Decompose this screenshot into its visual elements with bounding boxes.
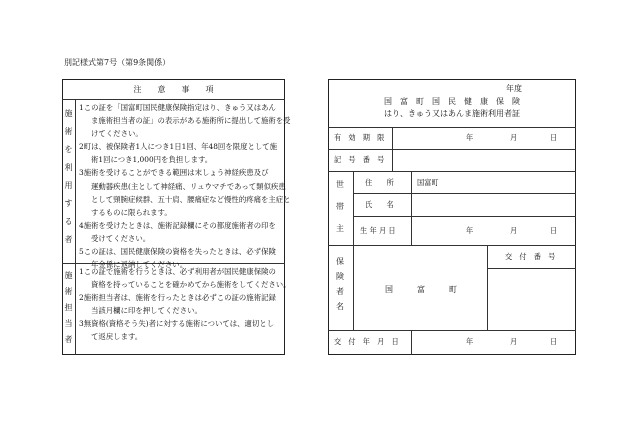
label-char: 主 [336,224,344,233]
section-provider-items [79,265,291,344]
label-char: 者 [64,335,73,344]
label-char: 施 [64,109,73,118]
label-char: を [64,145,73,154]
col-divider [411,330,412,355]
row-divider [328,149,576,150]
section-provider-label [62,272,75,344]
note-item: 3施術を受けることができる範囲は末しょう神経疾患及び [79,168,269,178]
note-line: 運動器疾患(主として神経痛、リュウマチであって類似疾患 [91,181,286,191]
note-line: 資格を持っていることを確かめてから施術をしてください。 [91,280,291,290]
label-char: 名 [336,302,344,311]
notes-header: 注 意 事 項 [133,85,214,94]
label-char: 者 [336,287,344,296]
expiry-month: 月 [510,133,518,142]
expiry-day: 日 [550,133,558,142]
note-line: 年金係に返納してください。 [91,260,188,270]
note-item: 5この証は、国民健康保険の資格を失ったときは、必ず保険 [79,247,276,257]
row-divider [328,245,576,246]
address-label: 住 所 [365,178,394,187]
note-line: として頸腕症候群、五十肩、腰痛症など慢性的疼痛を主症と [91,194,291,204]
expiry-year: 年 [466,133,474,142]
label-char: 用 [64,181,73,190]
note-item: 3無資格(資格そう失)者に対する施術については、適切とし [79,319,275,329]
label-char: 利 [64,163,73,172]
note-line: 当該月欄に印を押してください。 [91,306,202,316]
notes-header-divider [62,99,285,100]
note-line: 受けてください。 [91,233,151,243]
issue-day: 日 [550,337,558,346]
note-line: て返戻します。 [91,332,143,342]
issue-number-label: 交 付 番 号 [505,252,556,261]
row-divider [328,330,576,331]
note-item: 2町は、被保険者1人につき1日1回、年48回を限度として施 [79,142,278,152]
row-divider [487,268,576,269]
issue-date-label: 交 付 年 月 日 [334,337,399,346]
col-divider [487,245,488,330]
fiscal-year-label: 年度 [506,84,522,93]
label-char: 帯 [336,202,344,211]
birth-year: 年 [466,226,474,235]
note-line: 術1回につき1,000円を負担します。 [91,155,213,165]
label-char: 術 [64,127,73,136]
section-user-label [62,110,75,244]
section-user-items [79,101,291,271]
card-frame [328,79,576,355]
col-divider [353,171,354,245]
notes-label-divider [75,99,76,355]
card-title-line2: はり、きゅう又はあんま施術利用者証 [384,109,520,118]
note-item: 2施術担当者は、施術を行ったときは必ずこの証の施術記録 [79,293,276,303]
col-divider [392,127,393,171]
note-item: 4施術を受けたときは、施術記録欄にその都度施術者の印を [79,220,276,230]
label-char: 険 [336,272,344,281]
insurer-label [334,258,346,311]
note-line: するものに限られます。 [91,207,172,217]
label-char: 当 [64,319,73,328]
col-divider [353,245,354,330]
note-line: ま施術担当者の証」の表示がある施術所に提出して施術を受 [91,116,291,126]
name-label: 氏 名 [365,200,394,209]
col-divider [411,171,412,245]
birthdate-label: 生 年 月 日 [360,226,396,235]
row-divider [328,171,576,172]
label-char: 術 [64,287,73,296]
label-char: る [64,217,73,226]
householder-label [334,181,346,233]
label-char: 世 [336,180,344,189]
birth-month: 月 [510,226,518,235]
label-char: 保 [336,257,344,266]
row-divider [328,127,576,128]
card-title-line1: 国 富 町 国 民 健 康 保 険 [384,97,520,106]
insurer-name: 国 富 町 [385,285,457,294]
form-label: 別記様式第7号（第9条関係） [64,58,171,67]
label-char: 施 [64,271,73,280]
label-char: す [64,199,73,208]
record-number-label: 記 号 番 号 [334,155,385,164]
row-divider [353,193,576,194]
address-value: 国富町 [417,178,439,187]
note-line: けてください。 [91,129,143,139]
issue-month: 月 [510,337,518,346]
row-divider [353,216,576,217]
birth-day: 日 [550,226,558,235]
note-item: 1この証を「国富町国民健康保険指定はり、きゅう又はあん [79,103,276,112]
expiry-label: 有 効 期 限 [334,133,385,142]
note-item: 1この証で施術を行うときは、必ず利用者が国民健康保険の [79,267,276,276]
issue-year: 年 [466,337,474,346]
label-char: 者 [64,235,73,244]
label-char: 担 [64,303,73,312]
